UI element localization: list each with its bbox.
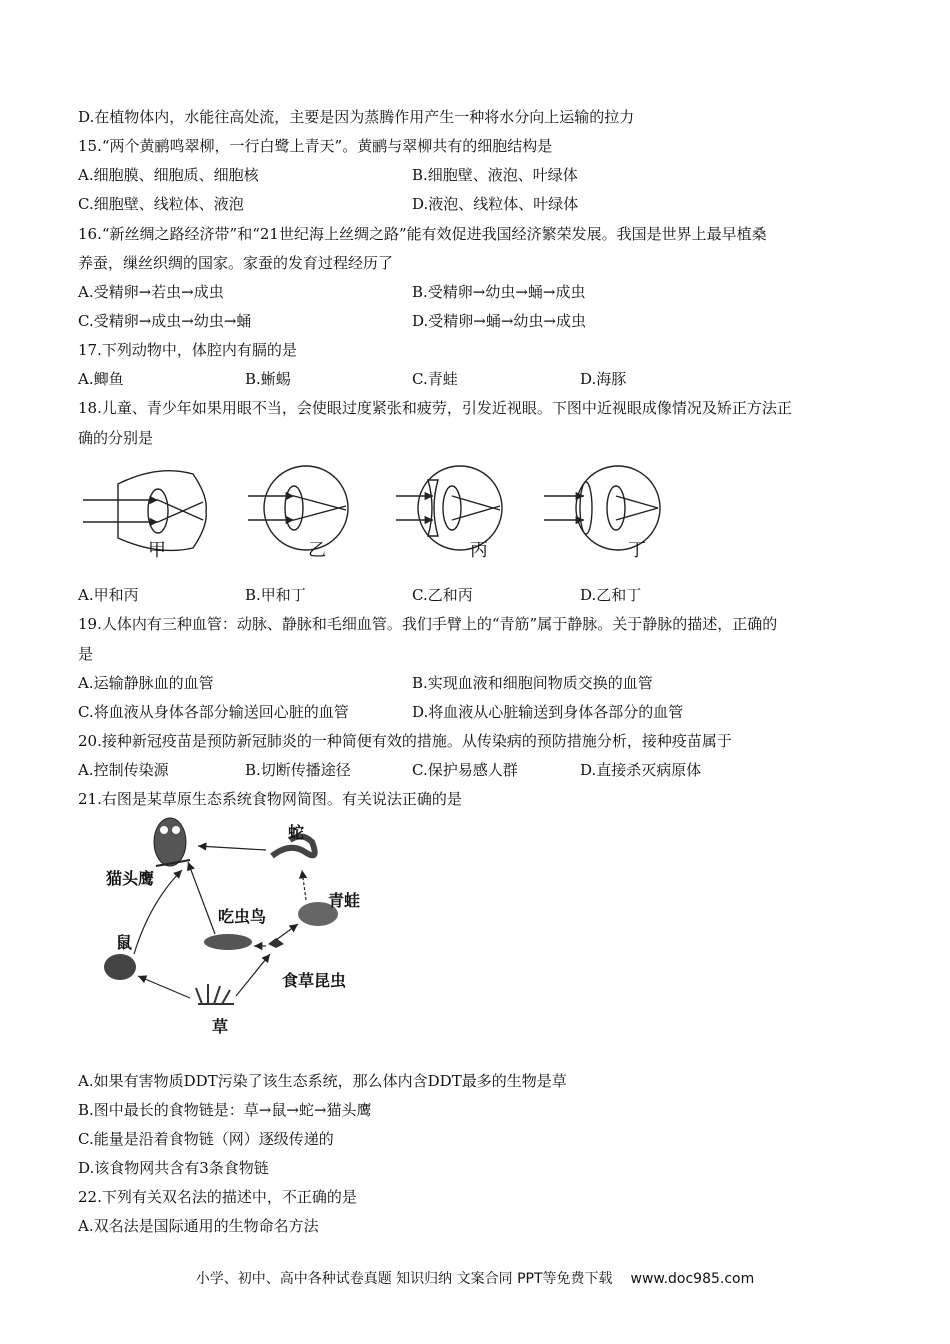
label-bird: 吃虫鸟	[218, 907, 267, 926]
label-frog: 青蛙	[328, 891, 361, 910]
q20-option-d: D.直接杀灭病原体	[580, 761, 702, 779]
eye-yi	[248, 466, 348, 550]
q19-option-d: D.将血液从心脏输送到身体各部分的血管	[412, 703, 684, 721]
q20-option-c: C.保护易感人群	[412, 761, 518, 779]
food-web-figure	[90, 812, 390, 1044]
q22-option-a: A.双名法是国际通用的生物命名方法	[78, 1217, 319, 1235]
q17-option-d: D.海豚	[580, 370, 627, 388]
q19-option-a: A.运输静脉血的血管	[78, 674, 214, 692]
q20-option-a: A.控制传染源	[78, 761, 169, 779]
q22-stem: 22.下列有关双名法的描述中，不正确的是	[78, 1188, 357, 1206]
eye-label-ding: 丁	[628, 540, 646, 561]
q15-option-a: A.细胞膜、细胞质、细胞核	[78, 166, 259, 184]
q19-option-b: B.实现血液和细胞间物质交换的血管	[412, 674, 653, 692]
footer-text: 小学、初中、高中各种试卷真题 知识归纳 文案合同 PPT等免费下载	[195, 1271, 613, 1287]
q16-option-c: C.受精卵→成虫→幼虫→蛹	[78, 312, 252, 330]
q18-option-d: D.乙和丁	[580, 586, 642, 604]
q17-option-c: C.青蛙	[412, 370, 458, 388]
q21-option-b: B.图中最长的食物链是：草→鼠→蛇→猫头鹰	[78, 1101, 372, 1119]
q18-stem-line1: 18.儿童、青少年如果用眼不当，会使眼过度紧张和疲劳，引发近视眼。下图中近视眼成像情况及矫正方法正	[78, 399, 792, 417]
grass-picture	[196, 984, 234, 1004]
q19-stem-line1: 19.人体内有三种血管：动脉、静脉和毛细血管。我们手臂上的“青筋”属于静脉。关于静脉的描述，正确的	[78, 615, 778, 633]
owl-picture	[154, 818, 190, 866]
q17-stem: 17.下列动物中，体腔内有膈的是	[78, 341, 297, 359]
eye-jia	[83, 471, 206, 551]
label-insect: 食草昆虫	[282, 971, 347, 990]
q21-stem: 21.右图是某草原生态系统食物网简图。有关说法正确的是	[78, 790, 462, 808]
eye-label-jia: 甲	[148, 540, 166, 561]
page-footer	[0, 1268, 950, 1288]
label-grass: 草	[212, 1017, 229, 1036]
q16-option-b: B.受精卵→幼虫→蛹→成虫	[412, 283, 586, 301]
q21-option-c: C.能量是沿着食物链（网）逐级传递的	[78, 1130, 334, 1148]
q15-stem: 15.“两个黄鹂鸣翠柳，一行白鹭上青天”。黄鹂与翠柳共有的细胞结构是	[78, 137, 553, 155]
eye-label-bing: 丙	[470, 540, 488, 561]
footer-url[interactable]: www.doc985.com	[630, 1271, 755, 1287]
q14-option-d: D.在植物体内，水能往高处流，主要是因为蒸腾作用产生一种将水分向上运输的拉力	[78, 108, 635, 126]
eye-label-yi: 乙	[308, 540, 326, 561]
q21-option-d: D.该食物网共含有3条食物链	[78, 1159, 269, 1177]
q15-option-c: C.细胞壁、线粒体、液泡	[78, 195, 244, 213]
mouse-picture	[104, 954, 136, 980]
q18-option-b: B.甲和丁	[245, 586, 306, 604]
bird-picture	[204, 934, 252, 950]
q21-option-a: A.如果有害物质DDT污染了该生态系统，那么体内含DDT最多的生物是草	[78, 1072, 567, 1090]
label-owl: 猫头鹰	[106, 869, 155, 888]
q17-option-a: A.鲫鱼	[78, 370, 124, 388]
q16-option-d: D.受精卵→蛹→幼虫→成虫	[412, 312, 586, 330]
q16-option-a: A.受精卵→若虫→成虫	[78, 283, 224, 301]
q20-stem: 20.接种新冠疫苗是预防新冠肺炎的一种简便有效的措施。从传染病的预防措施分析，接种疫苗属于	[78, 732, 732, 750]
eye-diagrams-figure	[78, 456, 678, 566]
label-snake: 蛇	[288, 823, 305, 842]
q18-stem-line2: 确的分别是	[78, 429, 154, 447]
q17-option-b: B.蜥蜴	[245, 370, 291, 388]
q18-option-a: A.甲和丙	[78, 586, 139, 604]
q15-option-d: D.液泡、线粒体、叶绿体	[412, 195, 579, 213]
q20-option-b: B.切断传播途径	[245, 761, 351, 779]
label-mouse: 鼠	[116, 933, 133, 952]
q15-option-b: B.细胞壁、液泡、叶绿体	[412, 166, 578, 184]
q18-option-c: C.乙和丙	[412, 586, 473, 604]
q19-option-c: C.将血液从身体各部分输送回心脏的血管	[78, 703, 349, 721]
q16-stem-line2: 养蚕，缫丝织绸的国家。家蚕的发育过程经历了	[78, 254, 394, 272]
q16-stem-line1: 16.“新丝绸之路经济带”和“21世纪海上丝绸之路”能有效促进我国经济繁荣发展。我国是世界上最早植桑	[78, 225, 767, 243]
q19-stem-line2: 是	[78, 645, 94, 663]
